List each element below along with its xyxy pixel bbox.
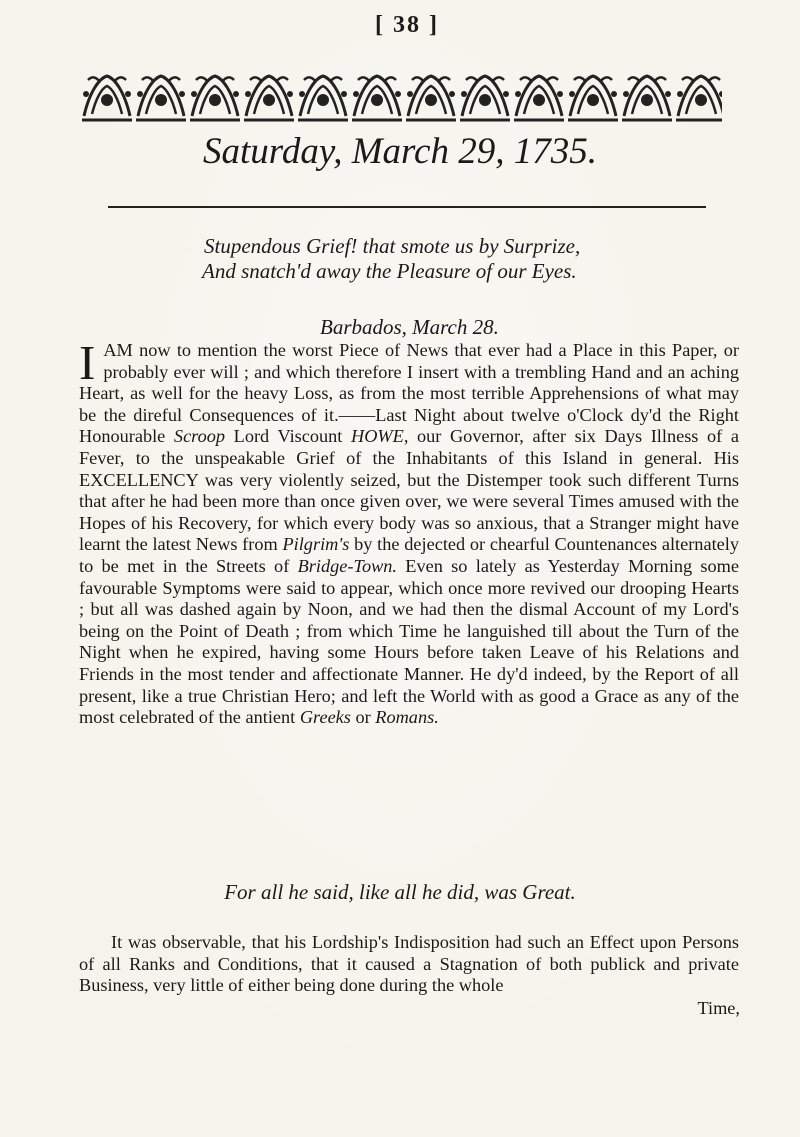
- paragraph-1-text: Lord Viscount: [225, 426, 351, 447]
- epigraph: [204, 234, 664, 284]
- dateline: Barbados, March 28.: [320, 315, 499, 339]
- name-scroop: Scroop: [173, 426, 226, 447]
- issue-weekday: Saturday,: [203, 131, 343, 172]
- name-romans: Romans.: [375, 707, 439, 728]
- issue-date: [0, 130, 800, 173]
- name-greeks: Greeks: [299, 707, 351, 728]
- page-number: [ 38 ]: [375, 12, 439, 38]
- catchword: Time,: [697, 998, 740, 1018]
- verse-line: For all he said, like all he did, was Great.: [224, 880, 576, 904]
- paragraph-1-text: AM now to mention the worst Piece of News that ever had a Place in this Paper, or probably ever will ; and which therefore I insert with a trembling Hand and an aching Heart, as well for the heavy Loss, as from the most terrible Apprehensions of what may be the direful Consequences of it.——Last Night about twelve o'Clock dy'd the Right Honourable: [79, 340, 739, 447]
- heading-rule: [108, 206, 706, 208]
- name-pilgrims: Pilgrim's: [282, 534, 350, 555]
- ornamental-headpiece: [80, 70, 722, 124]
- paragraph-1-text: or: [350, 707, 376, 728]
- paragraph-1-text: , our Governor, after six Days Illness of a Fever, to the unspeakable Grief of the Inhabitants of this Island in general. His EXCELLENCY was very violently seized, but the Distemper took such different Turns that after he had been more than once given over, we were several Times amused with the Hopes of his Recovery, for which every body was so anxious, that a Stranger might have learnt the latest News from: [79, 426, 739, 555]
- article-paragraph-2: It was observable, that his Lordship's Indisposition had such an Effect upon Persons of all Ranks and Conditions, that it caused a Stagnation of both publick and private Business, very little of either being done during the whole: [79, 932, 739, 996]
- article-paragraph-1: [79, 335, 739, 729]
- name-howe: HOWE: [351, 426, 404, 447]
- epigraph-line-1: Stupendous Grief! that smote us by Surprize,: [204, 234, 581, 258]
- paragraph-1-text: by the dejected or chearful Countenances alternately to be met in the Streets of: [79, 534, 739, 576]
- paragraph-1-text: Even so lately as Yesterday Morning some favourable Symptoms were said to appear, which once more revived our drooping Hearts ; but all was dashed again by Noon, and we had then the dismal Account of my Lord's being on the Point of Death ; from which Time he languished till about the Turn of the Night when he expired, having some Hours before taken Leave of his Relations and Friends in the most tender and affectionate Manner. He dy'd indeed, by the Report of all present, like a true Christian Hero; and left the World with as good a Grace as any of the most celebrated of the antient: [79, 555, 739, 728]
- drop-cap: I: [79, 335, 96, 390]
- issue-date-rest: March 29, 1735.: [351, 131, 597, 172]
- epigraph-line-2: And snatch'd away the Pleasure of our Eyes.: [202, 259, 577, 283]
- name-bridge-town: Bridge-Town.: [297, 555, 397, 576]
